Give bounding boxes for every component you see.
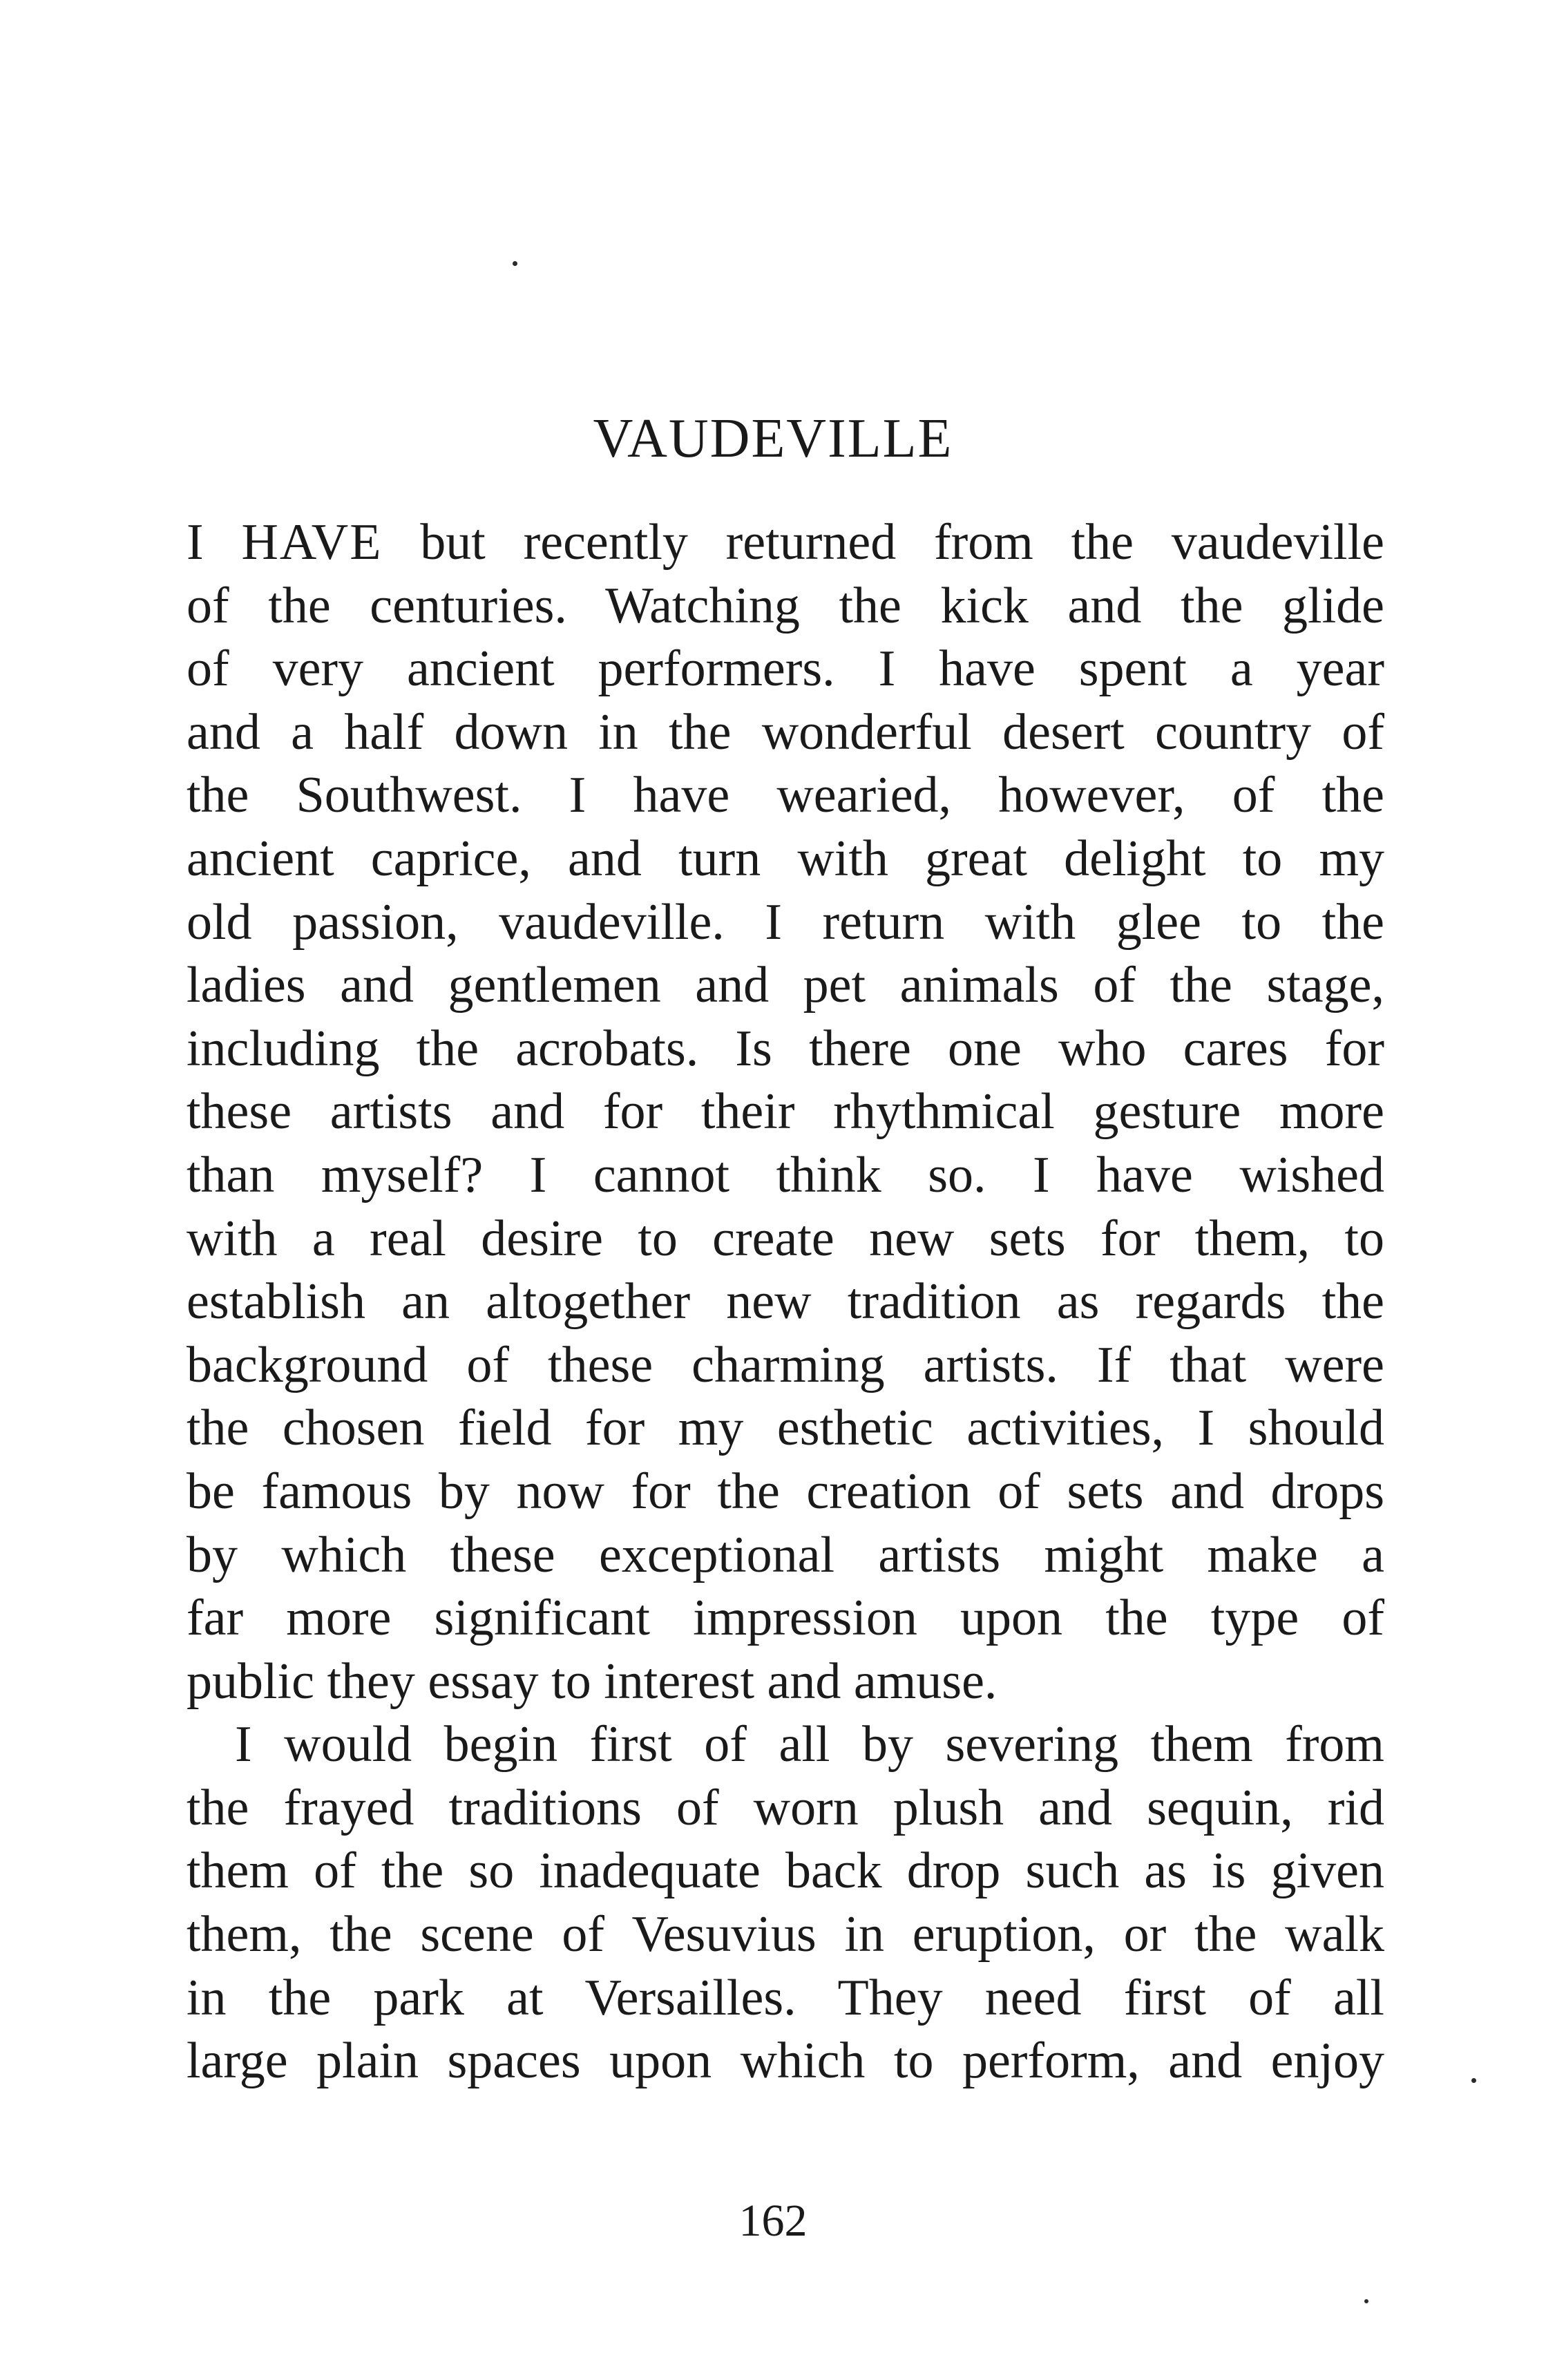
page-number: 162 xyxy=(738,2196,808,2246)
text-line: background of these charming artists. If that were xyxy=(187,1336,1384,1393)
text-line: the frayed traditions of worn plush and sequin, rid xyxy=(187,1779,1384,1836)
ink-speck xyxy=(1364,2299,1368,2303)
text-line: the Southwest. I have wearied, however, of the xyxy=(187,767,1384,824)
text-line: in the park at Versailles. They need first of all xyxy=(187,1969,1384,2026)
text-line: the chosen field for my esthetic activities, I should xyxy=(187,1400,1384,1457)
text-line: by which these exceptional artists might make a xyxy=(187,1526,1384,1583)
text-line: them, the scene of Vesuvius in eruption, or the walk xyxy=(187,1906,1384,1963)
chapter-title: VAUDEVILLE xyxy=(593,408,953,469)
text-line: them of the so inadequate back drop such as is given xyxy=(187,1843,1384,1900)
text-line: be famous by now for the creation of sets and drops xyxy=(187,1463,1384,1520)
ink-speck xyxy=(1471,2078,1476,2083)
text-line: far more significant impression upon the type of xyxy=(187,1590,1384,1647)
text-line: these artists and for their rhythmical gesture more xyxy=(187,1083,1384,1141)
text-line: I HAVE but recently returned from the vaudeville xyxy=(187,514,1385,571)
text-line: of the centuries. Watching the kick and the glide xyxy=(187,577,1384,634)
text-line: including the acrobats. Is there one who cares for xyxy=(187,1020,1384,1077)
text-line: old passion, vaudeville. I return with glee to the xyxy=(187,893,1384,951)
text-line: and a half down in the wonderful desert country of xyxy=(187,703,1384,761)
text-line: ladies and gentlemen and pet animals of the stage, xyxy=(187,957,1384,1014)
text-line: large plain spaces upon which to perform, and enjoy xyxy=(187,2032,1384,2090)
text-line: public they essay to interest and amuse. xyxy=(187,1653,998,1710)
lead-word: I xyxy=(187,514,204,571)
text-line: I would begin first of all by severing them from xyxy=(235,1716,1384,1773)
text-line: of very ancient performers. I have spent a year xyxy=(187,640,1384,698)
text-line: ancient caprice, and turn with great delight to my xyxy=(187,830,1384,887)
ink-speck xyxy=(513,261,517,266)
text-line: than myself? I cannot think so. I have wished xyxy=(187,1146,1384,1203)
text-line: with a real desire to create new sets for them, to xyxy=(187,1210,1384,1267)
body-text xyxy=(187,511,1384,2093)
text-line: establish an altogether new tradition as regards the xyxy=(187,1273,1384,1331)
lead-smallcaps: HAVE xyxy=(241,514,383,571)
